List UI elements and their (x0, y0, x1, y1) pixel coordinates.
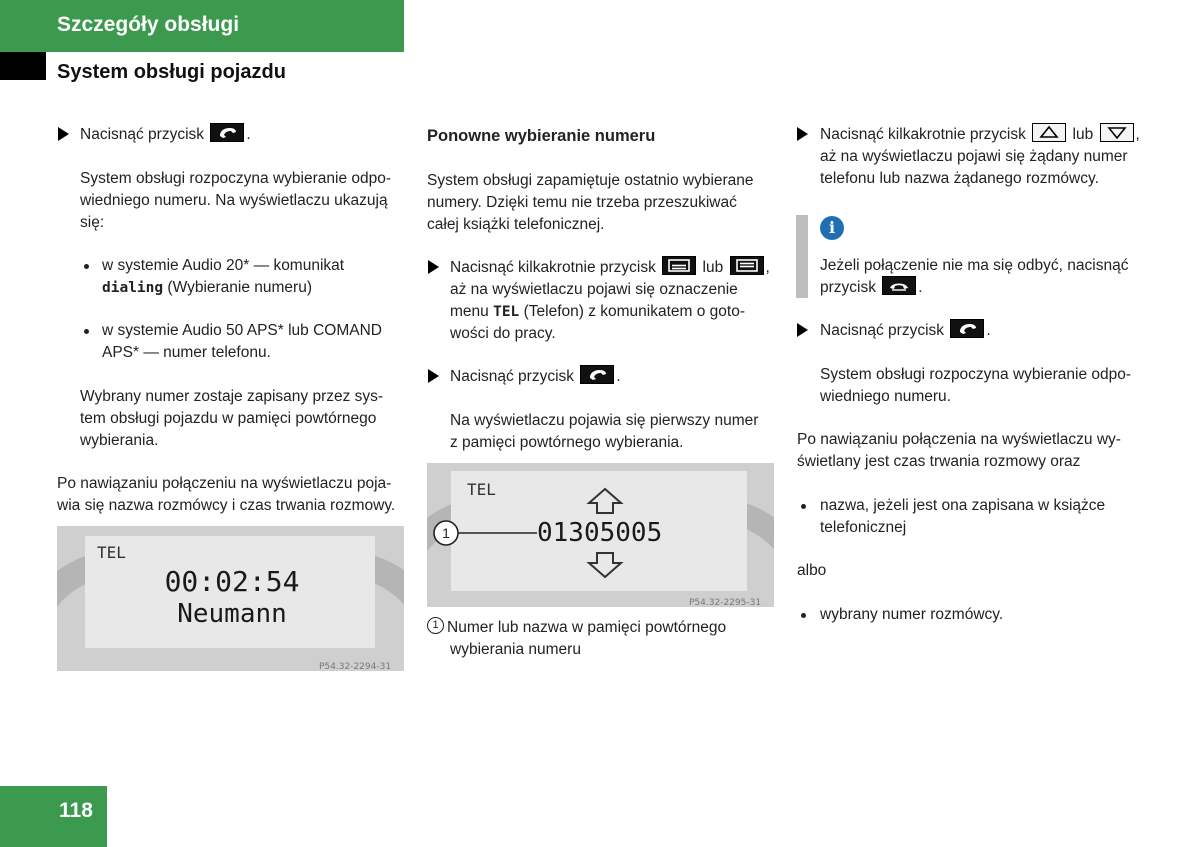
list-item: w systemie Audio 20* — komunikat (102, 257, 345, 274)
paragraph: świetlany jest czas trwania rozmowy oraz (797, 453, 1081, 470)
paragraph: System obsługi rozpoczyna wybieranie odpo- (820, 366, 1132, 383)
list-item: nazwa, jeżeli jest ona zapisana w książce (820, 497, 1106, 514)
bullet (801, 613, 806, 618)
display-illustration (57, 526, 404, 671)
display-label: TEL (467, 480, 496, 499)
paragraph: System obsługi rozpoczyna wybieranie odpo- (80, 170, 392, 187)
step-call: Nacisnąć przycisk . (450, 366, 621, 388)
step-text: aż na wyświetlaczu pojawi się żądany numer (820, 148, 1128, 165)
info-icon: i (820, 216, 844, 240)
arrow-up-icon (1032, 123, 1066, 142)
menu-code: TEL (493, 304, 520, 320)
paragraph: całej książki telefonicznej. (427, 216, 605, 233)
paragraph: wiedniego numeru. (820, 388, 951, 405)
step-call: Nacisnąć przycisk . (80, 124, 251, 146)
display-label: TEL (97, 543, 126, 562)
paragraph: Po nawiązaniu połączenia na wyświetlaczu wy- (797, 431, 1121, 448)
callout-number: 1 (442, 525, 450, 541)
display-prev-icon (662, 256, 696, 275)
phone-pickup-icon (580, 365, 614, 384)
figure-caption: 1 Numer lub nazwa w pamięci powtórnego (427, 617, 726, 639)
phone-pickup-icon (210, 123, 244, 142)
page-title: System obsługi pojazdu (57, 61, 286, 83)
figure-caption: wybierania numeru (450, 641, 581, 658)
paragraph: Wybrany numer zostaje zapisany przez sys- (80, 388, 384, 405)
paragraph: wia się nazwa rozmówcy i czas trwania rozmowy. (57, 497, 396, 514)
paragraph: Na wyświetlaczu pojawia się pierwszy numer (450, 412, 759, 429)
paragraph: z pamięci powtórnego wybierania. (450, 434, 684, 451)
bullet (84, 264, 89, 269)
step-arrow-icon (797, 323, 808, 337)
info-bar (796, 215, 808, 298)
paragraph: albo (797, 562, 827, 579)
list-item: APS* — numer telefonu. (102, 344, 271, 361)
call-duration: 00:02:54 (164, 565, 300, 598)
paragraph: się: (80, 214, 105, 231)
list-item: dialing (Wybieranie numeru) (102, 279, 313, 296)
step-text: wości do pracy. (450, 325, 556, 342)
display-illustration (427, 463, 774, 607)
bullet (801, 504, 806, 509)
bullet (84, 329, 89, 334)
step-text: Nacisnąć przycisk (80, 126, 205, 143)
step-arrow-icon (428, 260, 439, 274)
phone-number: 01305005 (537, 518, 663, 548)
step-text: telefonu lub nazwa żądanego rozmówcy. (820, 170, 1099, 187)
list-item: w systemie Audio 50 APS* lub COMAND (102, 322, 382, 339)
info-text: przycisk . (820, 277, 923, 299)
step-text: menu TEL (Telefon) z komunikatem o goto- (450, 303, 746, 320)
step-arrow-icon (58, 127, 69, 141)
paragraph: numery. Dzięki temu nie trzeba przeszukiwać (427, 194, 737, 211)
section-heading: Ponowne wybieranie numeru (427, 127, 656, 145)
step-call: Nacisnąć przycisk . (820, 320, 991, 342)
paragraph: System obsługi zapamiętuje ostatnio wybierane (427, 172, 754, 189)
paragraph: wiedniego numeru. Na wyświetlaczu ukazują (80, 192, 388, 209)
header-marker (0, 52, 46, 80)
caller-name: Neumann (177, 599, 287, 629)
paragraph: wybierania. (80, 432, 159, 449)
figure-code: P54.32-2294-31 (319, 662, 392, 671)
list-item: telefonicznej (820, 519, 907, 536)
figure-code: P54.32-2295-31 (689, 598, 762, 607)
paragraph: tem obsługi pojazdu w pamięci powtórnego (80, 410, 377, 427)
display-message-code: dialing (102, 280, 164, 296)
step-text: aż na wyświetlaczu pojawi się oznaczenie (450, 281, 738, 298)
info-text: Jeżeli połączenie nie ma się odbyć, nacisnąć (820, 257, 1129, 274)
page-number: 118 (59, 799, 93, 822)
step-menu: Nacisnąć kilkakrotnie przycisk lub , (450, 257, 770, 279)
list-item: wybrany numer rozmówcy. (820, 606, 1004, 623)
callout-marker: 1 (427, 617, 444, 634)
phone-pickup-icon (950, 319, 984, 338)
phone-hangup-icon (882, 276, 916, 295)
step-arrow-icon (797, 127, 808, 141)
step-scroll: Nacisnąć kilkakrotnie przycisk lub , (820, 124, 1140, 146)
section-title: Szczegóły obsługi (57, 13, 240, 36)
arrow-down-icon (1100, 123, 1134, 142)
step-arrow-icon (428, 369, 439, 383)
paragraph: Po nawiązaniu połączeniu na wyświetlaczu poja- (57, 475, 392, 492)
display-next-icon (730, 256, 764, 275)
